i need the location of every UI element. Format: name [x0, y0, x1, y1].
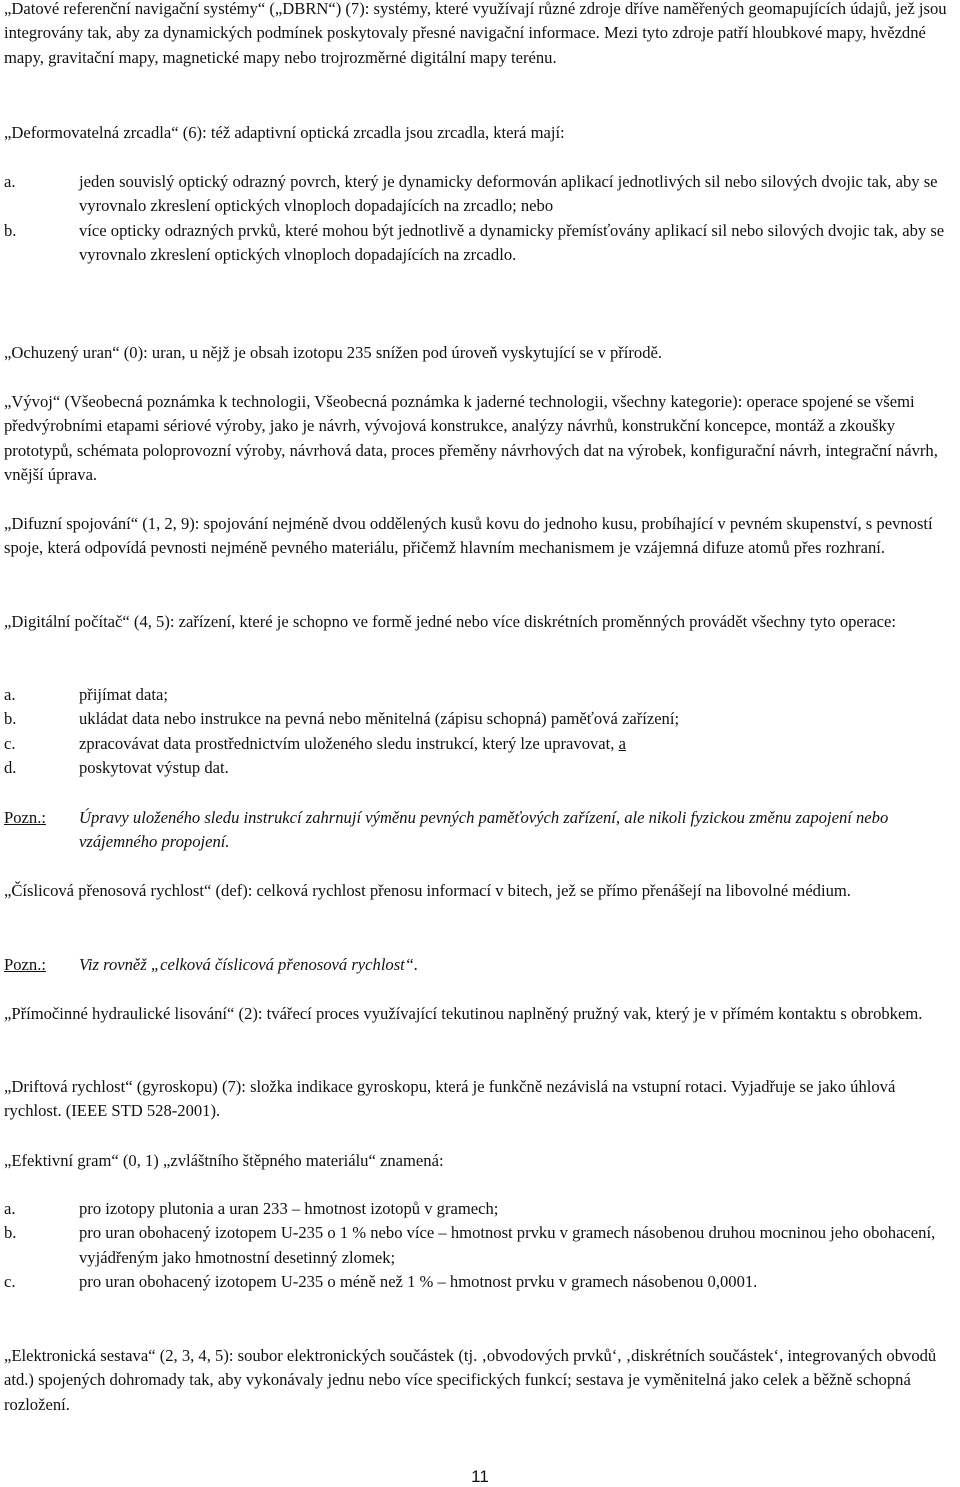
page-number: 11 [471, 1467, 489, 1486]
list-item-underlined-word: a [618, 733, 626, 753]
definition-dbrn: „Datové referenční navigační systémy“ („DBRN“) (7): systémy, které využívají různé zdroje dříve naměřených geomapujících údajů, jež jsou integrovány tak, aby za dynamických podmínek poskytovaly přesné navigační informace. Mezi tyto zdroje patří hloubkové mapy, hvězdné mapy, gravitační mapy, magnetické mapy nebo trojrozměrné digitální mapy terénu. [4, 0, 947, 67]
list-item-text: poskytovat výstup dat. [79, 757, 229, 777]
definition-electronic-assembly: „Elektronická sestava“ (2, 3, 4, 5): soubor elektronických součástek (tj. ‚obvodových prvků‘, ‚diskrétních součástek‘, integrovaných obvodů atd.) spojených dohromady tak, aby vykonávaly jednu nebo více specifických funkcí; sestava je vyměnitelná jako celek a běžně schopná rozložení. [4, 1346, 937, 1414]
list-item [4, 1197, 956, 1221]
list-item-text-main: zpracovávat data prostřednictvím uloženého sledu instrukcí, který lze upravovat, [79, 733, 619, 753]
list-marker: a. [4, 685, 16, 704]
list-item [4, 1270, 956, 1294]
definition-hydraulic-pressing: „Přímočinné hydraulické lisování“ (2): tvářecí proces využívající tekutinou naplněný pružný vak, který je v přímém kontaktu s obrobkem. [4, 1004, 923, 1023]
list-item-text: více opticky odrazných prvků, které mohou být jednotlivě a dynamicky přemísťovány aplikací sil nebo silových dvojic tak, aby se vyrovnalo zkreslení optických vlnoploch dopadajících na zrcadlo. [79, 220, 945, 264]
list-marker: b. [4, 220, 17, 240]
list-item-text: ukládat data nebo instrukce na pevná nebo měnitelná (zápisu schopná) paměťová zařízení; [79, 709, 680, 729]
list-marker: c. [4, 733, 16, 753]
note-transfer-rate [4, 953, 956, 977]
definition-digital-transfer-rate: „Číslicová přenosová rychlost“ (def): celková rychlost přenosu informací v bitech, jež se přímo přenášejí na libovolné médium. [4, 881, 851, 900]
list-item-text: pro izotopy plutonia a uran 233 – hmotnost izotopů v gramech; [79, 1199, 499, 1218]
list-item [4, 1221, 956, 1270]
list-item-text: pro uran obohacený izotopem U-235 o méně než 1 % – hmotnost prvku v gramech násobenou 0,0001. [79, 1271, 758, 1291]
computer-operations-list [4, 683, 956, 780]
note-label: Pozn.: [4, 808, 46, 827]
list-item-text: přijímat data; [79, 685, 168, 704]
note-text: Úpravy uloženého sledu instrukcí zahrnují výměnu pevných paměťových zařízení, ale nikoli fyzickou změnu zapojení nebo vzájemného propojení. [79, 808, 889, 852]
list-marker: b. [4, 1223, 17, 1243]
list-item [4, 707, 956, 731]
definition-drift-rate: „Driftová rychlost“ (gyroskopu) (7): složka indikace gyroskopu, která je funkčně nezávislá na vstupní rotaci. Vyjadřuje se jako úhlová rychlost. (IEEE STD 528-2001). [4, 1077, 896, 1121]
definition-deformable-mirrors: „Deformovatelná zrcadla“ (6): též adaptivní optická zrcadla jsou zrcadla, která mají: [4, 123, 565, 142]
note-text: Viz rovněž „celková číslicová přenosová rychlost“. [79, 955, 419, 974]
list-item-text: jeden souvislý optický odrazný povrch, který je dynamicky deformován aplikací jednotlivých sil nebo silových dvojic tak, aby se vyrovnalo zkreslení optických vlnoploch dopadajících na zrcadlo; nebo [79, 172, 938, 216]
list-marker: a. [4, 1199, 16, 1218]
effective-gram-list [4, 1197, 956, 1294]
list-item-text: pro uran obohacený izotopem U-235 o 1 % nebo více – hmotnost prvku v gramech násobenou druhou mocninou jeho obohacení, vyjádřeným jako hmotnostní desetinný zlomek; [79, 1223, 936, 1267]
definition-depleted-uranium: „Ochuzený uran“ (0): uran, u nějž je obsah izotopu 235 snížen pod úroveň vyskytující se v přírodě. [4, 343, 663, 362]
mirror-list [4, 170, 956, 267]
list-marker: a. [4, 172, 16, 191]
list-marker: c. [4, 1271, 16, 1291]
list-marker: d. [4, 757, 17, 777]
list-marker: b. [4, 709, 17, 729]
list-item [4, 756, 956, 780]
note-label: Pozn.: [4, 955, 46, 974]
list-item [4, 170, 956, 219]
list-item-text [79, 732, 956, 756]
definition-effective-gram: „Efektivní gram“ (0, 1) „zvláštního štěpného materiálu“ znamená: [4, 1151, 444, 1170]
list-item [4, 732, 956, 756]
definition-development: „Vývoj“ (Všeobecná poznámka k technologii, Všeobecná poznámka k jaderné technologii, všechny kategorie): operace spojené se všemi předvýrobními etapami sériové výroby, jako je návrh, vývojová konstrukce, analýzy návrhů, konstrukční koncepce, montáž a zkoušky prototypů, schémata poloprovozní výroby, návrhová data, proces přeměny návrhových dat na výrobek, konfigurační návrh, integrační návrh, vnější úprava. [4, 392, 938, 484]
list-item [4, 683, 956, 707]
note-computer [4, 806, 956, 855]
definition-diffusion-bonding: „Difuzní spojování“ (1, 2, 9): spojování nejméně dvou oddělených kusů kovu do jednoho kusu, probíhající v pevném skupenství, s pevností spoje, která odpovídá pevnosti nejméně pevného materiálu, přičemž hlavním mechanismem je vzájemná difuze atomů přes rozhraní. [4, 514, 933, 558]
list-item [4, 219, 956, 268]
definition-digital-computer: „Digitální počítač“ (4, 5): zařízení, které je schopno ve formě jedné nebo více diskrétních proměnných provádět všechny tyto operace: [4, 612, 897, 631]
